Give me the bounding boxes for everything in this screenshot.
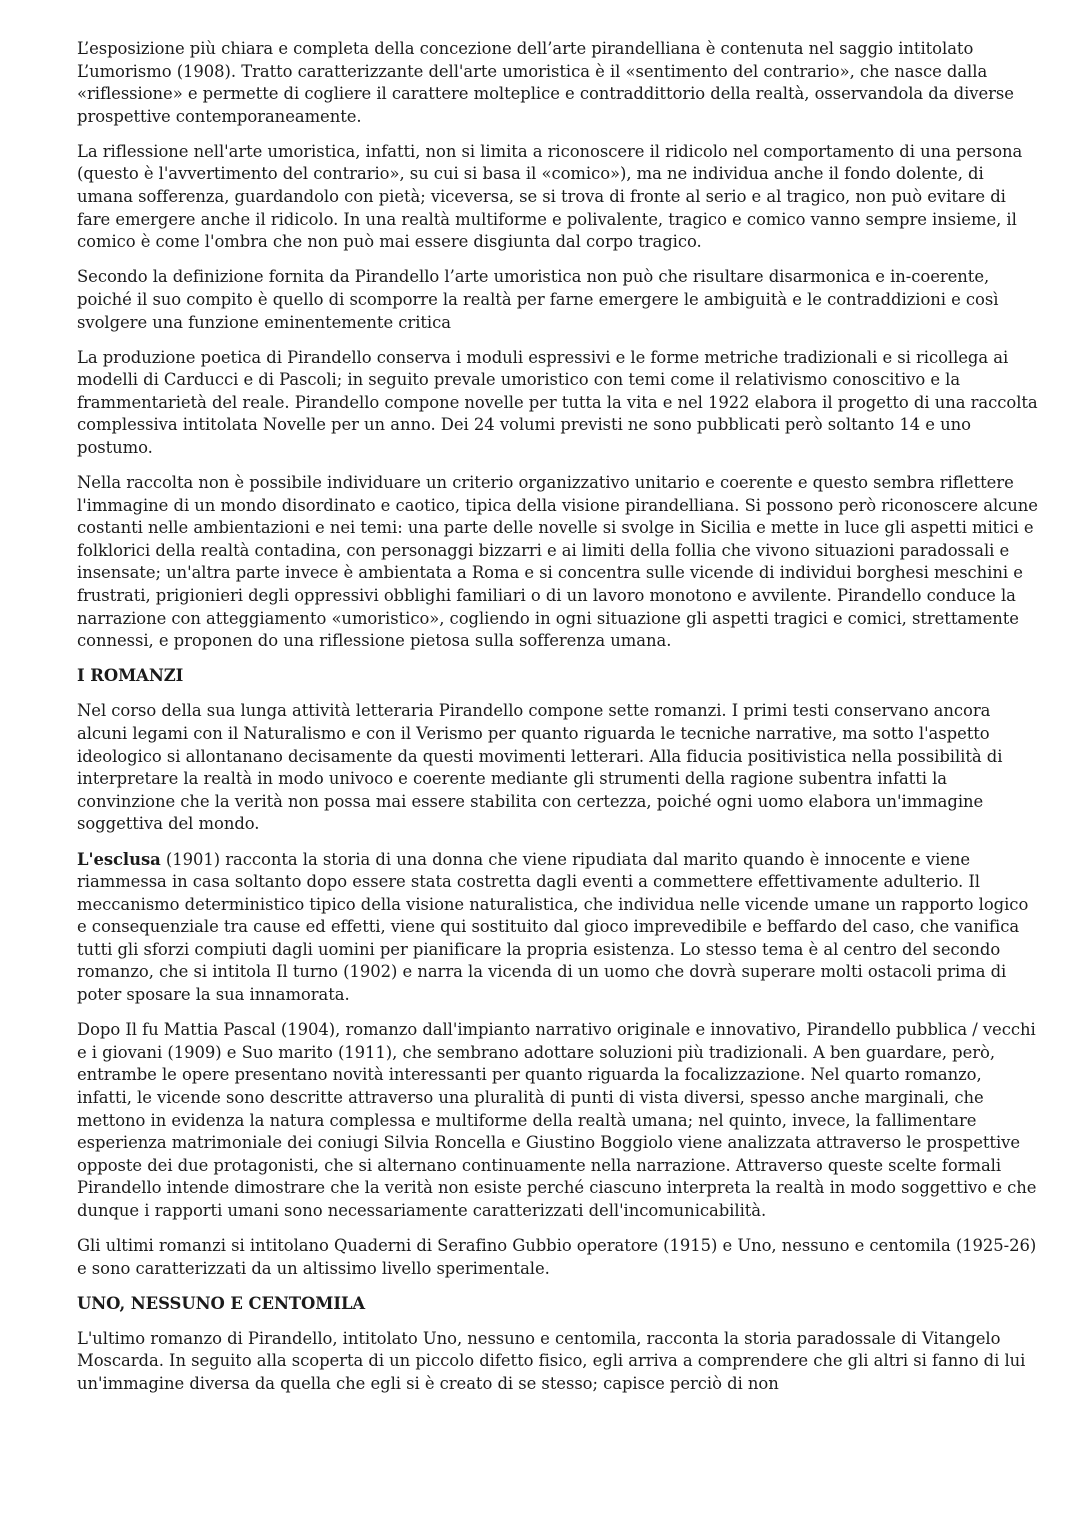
paragraph-ultimi-romanzi: Gli ultimi romanzi si intitolano Quaderni di Serafino Gubbio operatore (1915) e Uno, nessuno e centomila (1925-26) e sono caratterizzati da un altissimo livello sperimentale. <box>77 1236 1037 1278</box>
paragraph-definizione: Secondo la definizione fornita da Pirandello l’arte umoristica non può che risultare disarmonica e in-coerente, poiché il suo compito è quello di scomporre la realtà per farne emergere le ambiguità e le contraddizioni e così svolgere una funzione eminentemente critica <box>77 267 999 332</box>
paragraph-raccolta-novelle: Nella raccolta non è possibile individuare un criterio organizzativo unitario e coerente e questo sembra riflettere l'immagine di un mondo disordinato e caotico, tipica della visione pirandelliana. Si possono però riconoscere alcune costanti nelle ambientazioni e nei temi: una parte delle novelle si svolge in Sicilia e mette in luce gli aspetti mitici e folklorici della realtà contadina, con personaggi bizzarri e ai limiti della follia che vivono situazioni paradossali e insensate; un'altra parte invece è ambientata a Roma e si concentra sulle vicende di individui borghesi meschini e frustrati, prigionieri degli oppressivi obblighi familiari o di un lavoro monotono e avvilente. Pirandello conduce la narrazione con atteggiamento «umoristico», cogliendo in ogni situazione gli aspetti tragici e comici, strettamente connessi, e proponen do una riflessione pietosa sulla sofferenza umana. <box>77 473 1038 651</box>
esclusa-text: (1901) racconta la storia di una donna che viene ripudiata dal marito quando è innocente e viene riammessa in casa soltanto dopo essere stata costretta dagli eventi a commettere effettivamente adulterio. Il meccanismo deterministico tipico della visione naturalistica, che individua nelle vicende umane un rapporto logico e consequenziale tra cause ed effetti, viene qui sostituito dal gioco imprevedibile e beffardo del caso, che vanifica tutti gli sforzi compiuti dagli uomini per pianificare la propria esistenza. Lo stesso tema è al centro del secondo romanzo, che si intitola Il turno (1902) e narra la vicenda di un uomo che dovrà superare molti ostacoli prima di poter sposare la sua innamorata. <box>77 849 1029 1005</box>
paragraph-romanzi-intro: Nel corso della sua lunga attività letteraria Pirandello compone sette romanzi. I primi testi conservano ancora alcuni legami con il Naturalismo e con il Verismo per quanto riguarda le tecniche narrative, ma sotto l'aspetto ideologico si allontanano decisamente da questi movimenti letterari. Alla fiducia positivistica nella possibilità di interpretare la realtà in modo univoco e coerente mediante gli strumenti della ragione subentra infatti la convinzione che la verità non possa mai essere stabilita con certezza, poiché ogni uomo elabora un'immagine soggettiva del mondo. <box>77 701 1003 834</box>
paragraph-umorismo-saggio: L’esposizione più chiara e completa della concezione dell’arte pirandelliana è contenuta nel saggio intitolato L’umorismo (1908). Tratto caratterizzante dell'arte umoristica è il «sentimento del contrario», che nasce dalla «riflessione» e permette di cogliere il carattere molteplice e contraddittorio della realtà, osservandola da diverse prospettive contemporaneamente. <box>77 39 1014 126</box>
paragraph-produzione-poetica: La produzione poetica di Pirandello conserva i moduli espressivi e le forme metriche tradizionali e si ricollega ai modelli di Carducci e di Pascoli; in seguito prevale umoristico con temi come il relativismo conoscitivo e la frammentarietà del reale. Pirandello compone novelle per tutta la vita e nel 1922 elabora il progetto di una raccolta complessiva intitolata Novelle per un anno. Dei 24 volumi previsti ne sono pubblicati però soltanto 14 e uno postumo. <box>77 347 1038 457</box>
paragraph-esclusa <box>77 849 1039 1007</box>
document-page <box>77 38 1039 1408</box>
paragraph-ultimo-romanzo: L'ultimo romanzo di Pirandello, intitolato Uno, nessuno e centomila, racconta la storia paradossale di Vitangelo Moscarda. In seguito alla scoperta di un piccolo difetto fisico, egli arriva a comprendere che gli altri si fanno di lui un'immagine diversa da quella che egli si è creato di se stesso; capisce perciò di non <box>77 1328 1026 1393</box>
heading-uno-nessuno-centomila: UNO, NESSUNO E CENTOMILA <box>77 1293 366 1313</box>
paragraph-mattia-pascal: Dopo Il fu Mattia Pascal (1904), romanzo dall'impianto narrativo originale e innovativo, Pirandello pubblica / vecchi e i giovani (1909) e Suo marito (1911), che sembrano adottare soluzioni più tradizionali. A ben guardare, però, entrambe le opere presentano novità interessanti per quanto riguarda la focalizzazione. Nel quarto romanzo, infatti, le vicende sono descritte attraverso una pluralità di punti di vista diversi, spesso anche marginali, che mettono in evidenza la natura complessa e multiforme della realtà umana; nel quinto, invece, la fallimentare esperienza matrimoniale dei coniugi Silvia Roncella e Giustino Boggiolo viene analizzata attraverso le prospettive opposte dei due protagonisti, che si alternano continuamente nella narrazione. Attraverso queste scelte formali Pirandello intende dimostrare che la verità non esiste perché ciascuno interpreta la realtà in modo soggettivo e che dunque i rapporti umani sono necessariamente caratterizzati dell'incomunicabilità. <box>77 1020 1037 1220</box>
heading-i-romanzi: I ROMANZI <box>77 666 184 686</box>
paragraph-riflessione: La riflessione nell'arte umoristica, infatti, non si limita a riconoscere il ridicolo nel comportamento di una persona (questo è l'avvertimento del contrario», su cui si basa il «comico»), ma ne individua anche il fondo dolente, di umana sofferenza, guardandolo con pietà; viceversa, se si trova di fronte al serio e al tragico, non può evitare di fare emergere anche il ridicolo. In una realtà multiforme e polivalente, tragico e comico vanno sempre insieme, il comico è come l'ombra che non può mai essere disgiunta dal corpo tragico. <box>77 141 1023 252</box>
esclusa-title: L'esclusa <box>77 849 161 869</box>
